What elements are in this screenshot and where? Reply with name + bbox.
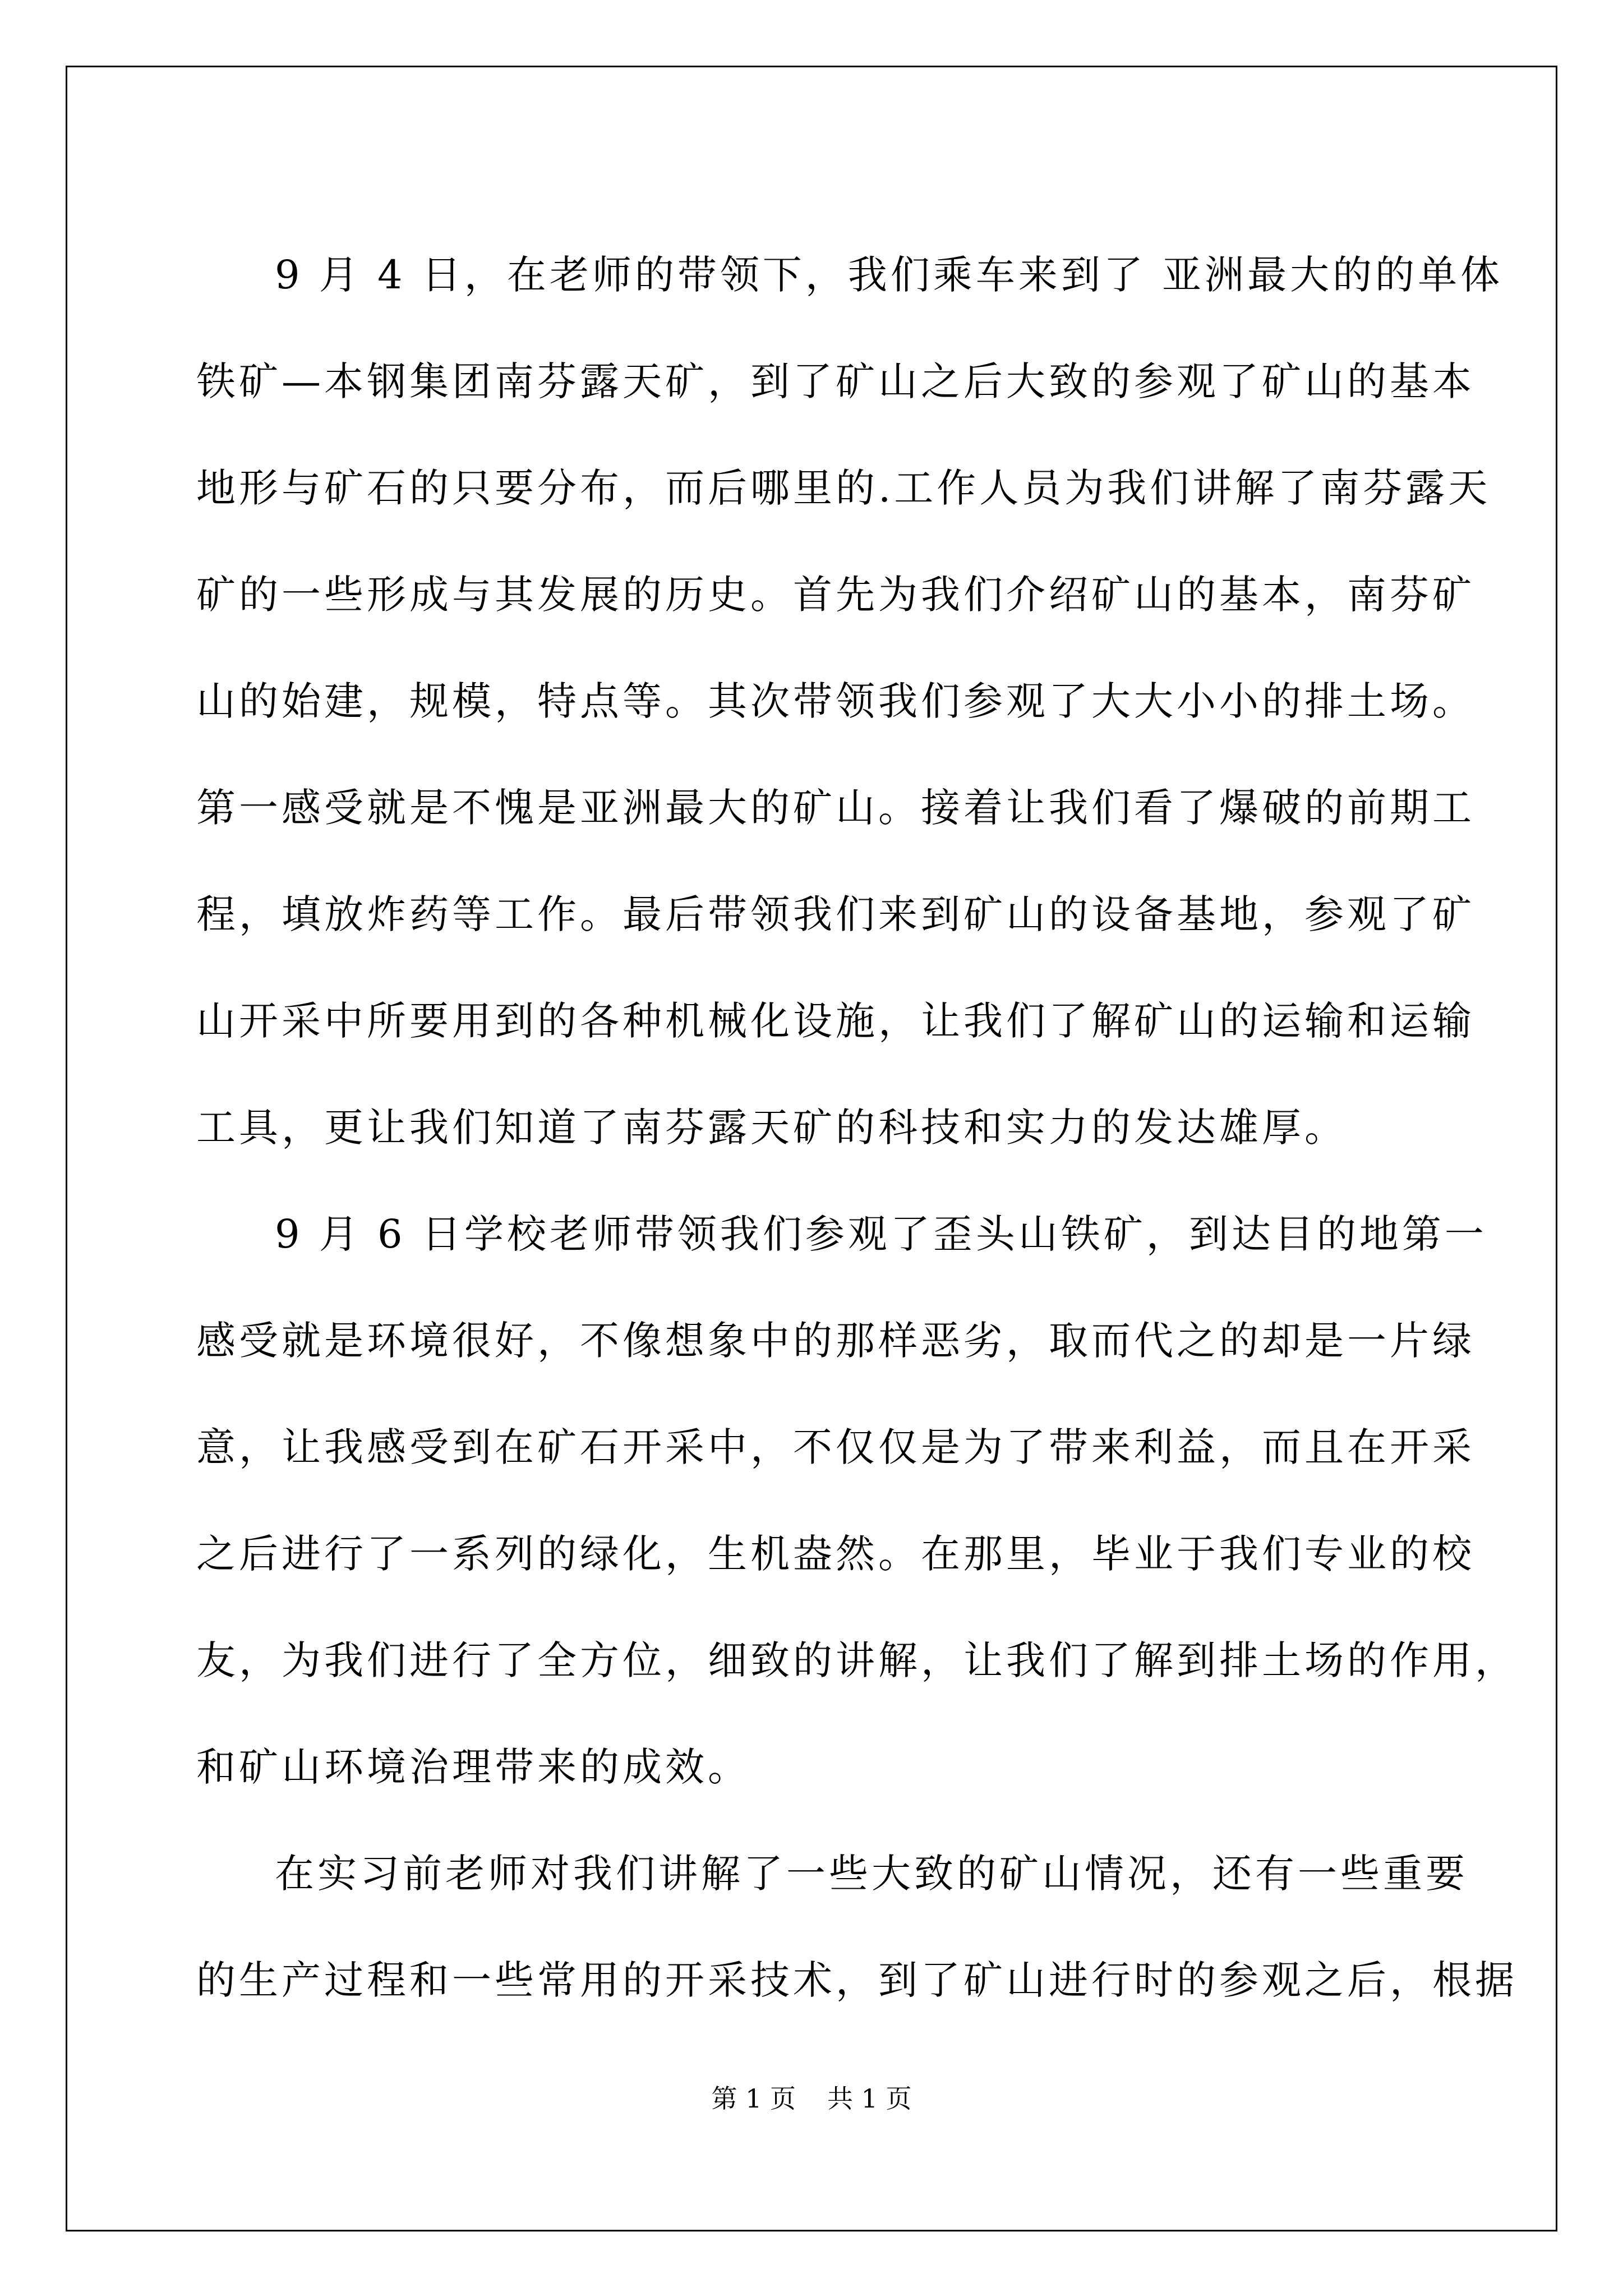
page-total: 共 1 页 xyxy=(827,2083,912,2114)
paragraph-line: 在实习前老师对我们讲解了一些大致的矿山情况，还有一些重要 xyxy=(275,1851,1468,1897)
paragraph-line: 感受就是环境很好，不像想象中的那样恶劣，取而代之的却是一片绿 xyxy=(196,1318,1475,1364)
paragraph-line: 9 月 4 日，在老师的带领下，我们乘车来到了 亚洲最大的的单体 xyxy=(275,252,1504,298)
paragraph-line: 友，为我们进行了全方位，细致的讲解，让我们了解到排土场的作用， xyxy=(196,1637,1518,1683)
paragraph-line: 之后进行了一系列的绿化，生机盎然。在那里，毕业于我们专业的校 xyxy=(196,1531,1475,1577)
paragraph-line: 铁矿—本钢集团南芬露天矿，到了矿山之后大致的参观了矿山的基本 xyxy=(196,358,1475,404)
page-number: 第 1 页 xyxy=(711,2083,796,2114)
paragraph-line: 和矿山环境治理带来的成效。 xyxy=(196,1744,750,1790)
paragraph-line: 第一感受就是不愧是亚洲最大的矿山。接着让我们看了爆破的前期工 xyxy=(196,785,1475,831)
page-footer xyxy=(0,2078,1623,2115)
paragraph-line: 地形与矿石的只要分布，而后哪里的.工作人员为我们讲解了南芬露天 xyxy=(196,465,1491,511)
paragraph-line: 意，让我感受到在矿石开采中，不仅仅是为了带来利益，而且在开采 xyxy=(196,1424,1475,1470)
paragraph-line: 程，填放炸药等工作。最后带领我们来到矿山的设备基地，参观了矿 xyxy=(196,891,1475,937)
paragraph-line: 的生产过程和一些常用的开采技术，到了矿山进行时的参观之后，根据 xyxy=(196,1957,1518,2003)
document-body xyxy=(196,222,1518,2033)
paragraph-line: 山开采中所要用到的各种机械化设施，让我们了解矿山的运输和运输 xyxy=(196,998,1475,1044)
paragraph-line: 工具，更让我们知道了南芬露天矿的科技和实力的发达雄厚。 xyxy=(196,1105,1347,1151)
paragraph-line: 9 月 6 日学校老师带领我们参观了歪头山铁矿，到达目的地第一 xyxy=(275,1211,1487,1257)
paragraph-line: 矿的一些形成与其发展的历史。首先为我们介绍矿山的基本，南芬矿 xyxy=(196,572,1475,618)
paragraph-line: 山的始建，规模，特点等。其次带领我们参观了大大小小的排土场。 xyxy=(196,678,1475,724)
